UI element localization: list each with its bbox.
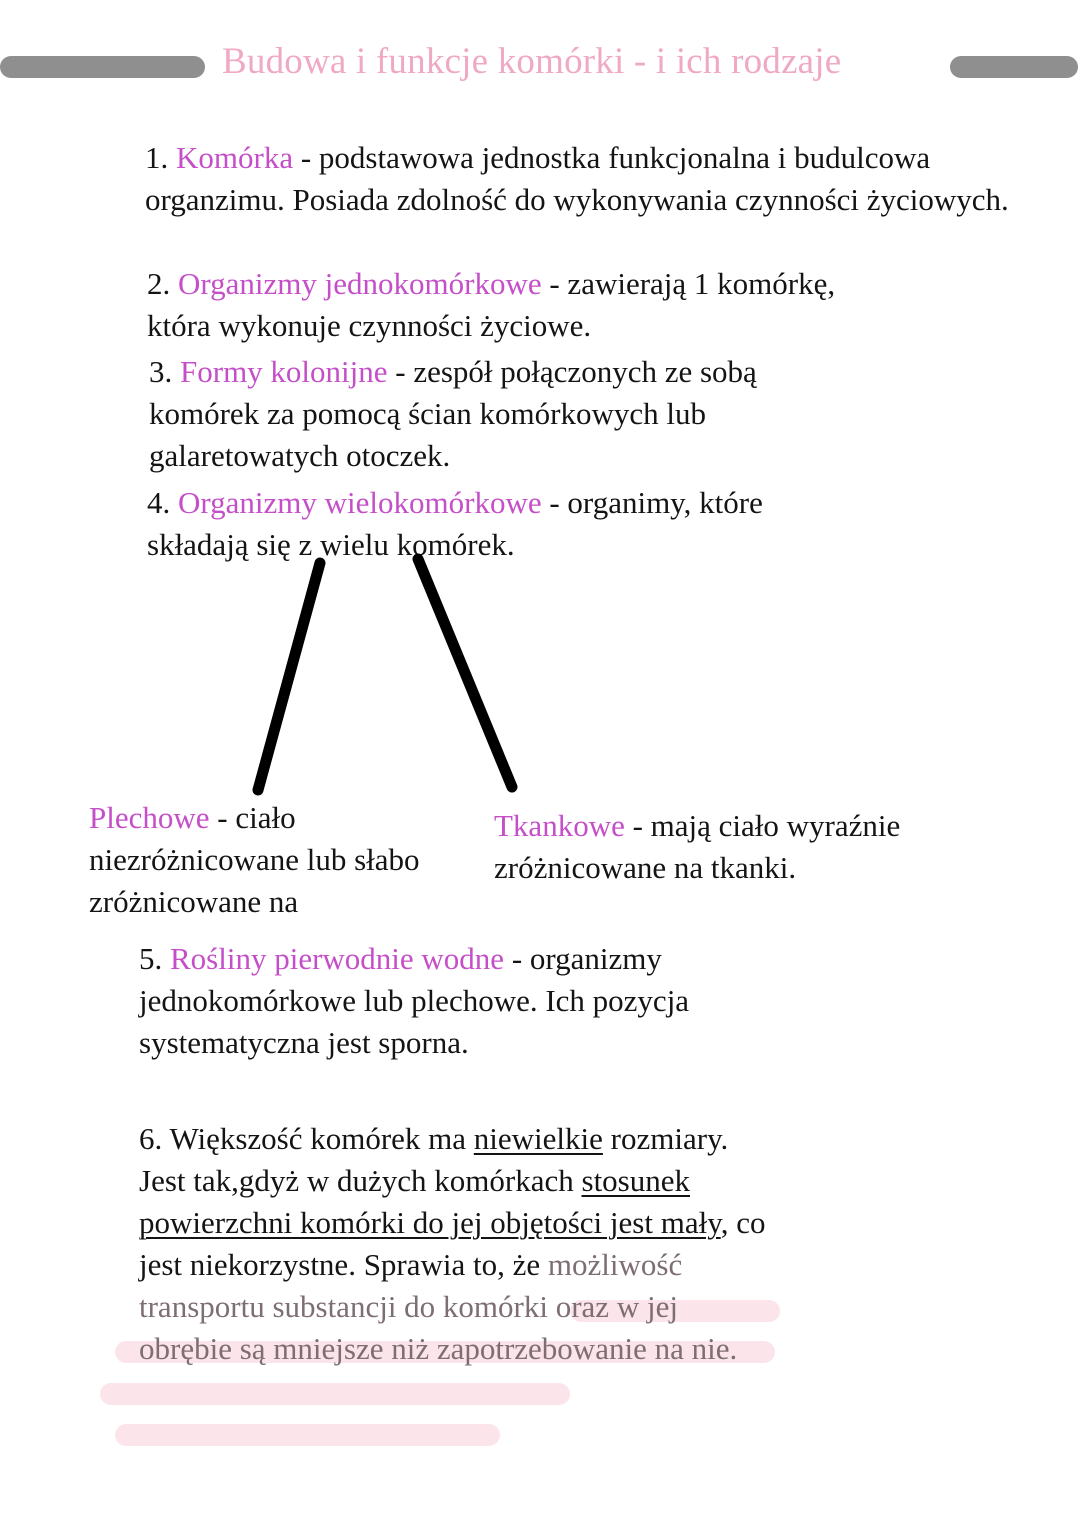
definition: - organizmy jednokomórkowe lub plechowe. Ich pozycja systematyczna jest sporna.	[139, 941, 690, 1060]
page-title: Budowa i funkcje komórki - i ich rodzaje	[222, 41, 842, 82]
term-komorka: Komórka	[176, 140, 294, 175]
highlight-stroke	[115, 1424, 500, 1446]
item-5	[139, 938, 719, 1064]
definition: - zespół połączonych ze sobą komórek za pomocą ścian komórkowych lub galaretowatych otoczek.	[149, 354, 757, 473]
item-number: 3.	[149, 354, 173, 389]
branch-line-right	[418, 559, 512, 787]
text: rozmiary. Jest tak,gdyż w dużych komórkach	[139, 1121, 729, 1198]
underlined-niewielkie: niewielkie	[473, 1121, 603, 1156]
term-formy-kolonijne: Formy kolonijne	[180, 354, 388, 389]
item-6	[139, 1118, 769, 1370]
text: , co jest niekorzystne. Sprawia to, że	[139, 1205, 766, 1282]
term-plechowe: Plechowe	[89, 800, 210, 835]
branch-line-left	[258, 563, 320, 790]
definition: - zawierają 1 komórkę, która wykonuje czynności życiowe.	[147, 266, 836, 343]
underlined-stosunek: stosunek powierzchni komórki do jej objętości jest mały	[139, 1163, 721, 1240]
item-number: 2.	[147, 266, 171, 301]
term-jednokomorkowe: Organizmy jednokomórkowe	[178, 266, 542, 301]
definition: - organimy, które składają się z wielu komórek.	[147, 485, 763, 562]
definition: - ciało niezróżnicowane lub słabo zróżnicowane na	[89, 800, 420, 919]
text: 6. Większość komórek ma	[139, 1121, 474, 1156]
highlight-stroke	[100, 1383, 570, 1405]
item-number: 4.	[147, 485, 171, 520]
term-wielokomorkowe: Organizmy wielokomórkowe	[178, 485, 542, 520]
branch-plechowe	[89, 797, 449, 923]
item-number: 5.	[139, 941, 163, 976]
branch-tkankowe	[494, 805, 914, 889]
definition: - podstawowa jednostka funkcjonalna i budulcowa organzimu. Posiada zdolność do wykonywania czynności życiowych.	[145, 140, 1009, 217]
item-number: 1.	[145, 140, 169, 175]
highlighted-text: możliwość transportu substancji do komórki oraz w jej obrębie są mniejsze niż zapotrzebowanie na nie.	[139, 1247, 738, 1366]
term-tkankowe: Tkankowe	[494, 808, 625, 843]
term-rosliny-pierwodnie-wodne: Rośliny pierwodnie wodne	[170, 941, 505, 976]
definition: - mają ciało wyraźnie zróżnicowane na tkanki.	[494, 808, 901, 885]
